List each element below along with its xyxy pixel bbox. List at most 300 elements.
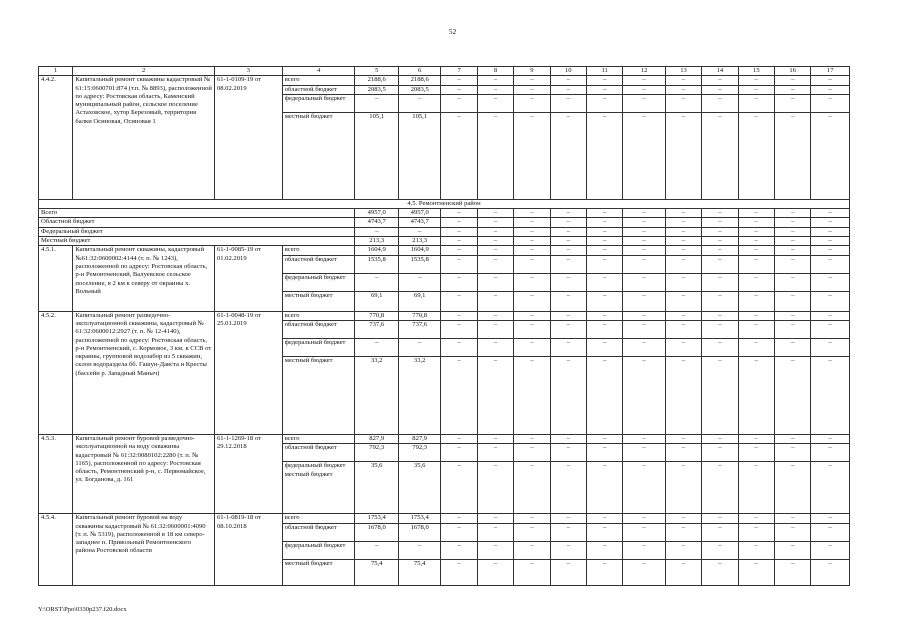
value-dash: – <box>702 523 738 541</box>
value-dash: – <box>514 227 550 236</box>
value-dash: – <box>738 246 774 255</box>
value-dash: – <box>477 85 513 94</box>
value-dash: – <box>586 356 622 434</box>
value-col5: 105,1 <box>355 112 398 199</box>
total-label: Федеральный бюджет <box>39 227 355 236</box>
value-dash: – <box>702 338 738 356</box>
value-dash: – <box>441 112 477 199</box>
value-dash: – <box>738 523 774 541</box>
value-dash: – <box>514 320 550 338</box>
value-dash: – <box>441 514 477 523</box>
column-number: 17 <box>811 67 850 76</box>
value-dash: – <box>665 356 701 434</box>
value-dash: – <box>702 85 738 94</box>
value-dash: – <box>514 434 550 443</box>
value-dash: – <box>775 444 811 462</box>
value-dash: – <box>623 434 665 443</box>
value-dash: – <box>441 320 477 338</box>
column-number: 4 <box>282 67 355 76</box>
funding-source: местный бюджет <box>282 559 355 585</box>
value-dash: – <box>550 291 586 311</box>
value-dash: – <box>665 462 701 514</box>
value-dash: – <box>586 311 622 320</box>
value-dash: – <box>811 523 850 541</box>
funding-source: всего <box>282 434 355 443</box>
table-row <box>39 311 850 320</box>
value-dash: – <box>811 320 850 338</box>
value-col6: 827,9 <box>398 434 440 443</box>
value-dash: – <box>702 514 738 523</box>
value-col6: 792,3 <box>398 444 440 462</box>
value-dash: – <box>514 112 550 199</box>
value-col6: 770,8 <box>398 311 440 320</box>
item-code: 61-1-0109-19 от 08.02.2019 <box>214 76 282 200</box>
funding-source: областной бюджет <box>282 523 355 541</box>
value-dash: – <box>702 112 738 199</box>
value-dash: – <box>623 273 665 291</box>
total-col5: 4743,7 <box>355 218 398 227</box>
value-dash: – <box>665 320 701 338</box>
value-dash: – <box>477 291 513 311</box>
value-dash: – <box>665 523 701 541</box>
value-dash: – <box>665 311 701 320</box>
funding-source: местный бюджет <box>282 112 355 199</box>
value-dash: – <box>702 444 738 462</box>
total-col5: – <box>355 227 398 236</box>
value-dash: – <box>665 541 701 559</box>
value-dash: – <box>775 291 811 311</box>
value-dash: – <box>665 255 701 273</box>
value-dash: – <box>738 237 774 246</box>
value-dash: – <box>811 434 850 443</box>
value-dash: – <box>441 273 477 291</box>
value-dash: – <box>586 291 622 311</box>
value-dash: – <box>441 85 477 94</box>
value-dash: – <box>477 94 513 112</box>
value-dash: – <box>811 255 850 273</box>
value-dash: – <box>702 356 738 434</box>
value-dash: – <box>665 291 701 311</box>
value-dash: – <box>623 523 665 541</box>
funding-source: всего <box>282 246 355 255</box>
value-dash: – <box>738 209 774 218</box>
value-dash: – <box>702 218 738 227</box>
value-dash: – <box>441 76 477 85</box>
value-dash: – <box>586 541 622 559</box>
value-dash: – <box>586 227 622 236</box>
value-dash: – <box>441 523 477 541</box>
value-dash: – <box>477 523 513 541</box>
value-col5: 1753,4 <box>355 514 398 523</box>
value-dash: – <box>665 76 701 85</box>
value-dash: – <box>775 76 811 85</box>
value-dash: – <box>477 76 513 85</box>
value-dash: – <box>441 218 477 227</box>
value-dash: – <box>775 237 811 246</box>
value-col6: 35,6 <box>398 462 440 514</box>
value-dash: – <box>586 246 622 255</box>
funding-source: всего <box>282 76 355 85</box>
page-number: 52 <box>448 27 457 36</box>
value-dash: – <box>550 338 586 356</box>
value-dash: – <box>623 320 665 338</box>
footer-path: Y:\ORST\Ppo\0330p237.f20.docx <box>38 606 127 613</box>
value-dash: – <box>586 462 622 514</box>
value-dash: – <box>623 541 665 559</box>
value-dash: – <box>738 291 774 311</box>
item-name: Капитальный ремонт буровой на воду скважины кадастровый № 61:32:0600001:4090 (т. п. № 5319), расположенной в 18 км северо-западнее п. Привольный Ремонтненского района Ростовской области <box>73 514 215 585</box>
value-dash: – <box>623 246 665 255</box>
value-dash: – <box>477 444 513 462</box>
value-dash: – <box>811 514 850 523</box>
value-dash: – <box>514 255 550 273</box>
total-col6: 213,3 <box>398 237 440 246</box>
value-dash: – <box>775 338 811 356</box>
value-dash: – <box>477 227 513 236</box>
value-dash: – <box>775 514 811 523</box>
value-dash: – <box>514 94 550 112</box>
value-dash: – <box>665 218 701 227</box>
value-dash: – <box>738 227 774 236</box>
value-col5: 1678,0 <box>355 523 398 541</box>
value-dash: – <box>623 291 665 311</box>
value-dash: – <box>738 462 774 514</box>
column-number: 7 <box>441 67 477 76</box>
value-dash: – <box>811 273 850 291</box>
value-dash: – <box>623 112 665 199</box>
value-dash: – <box>738 320 774 338</box>
value-dash: – <box>623 255 665 273</box>
value-dash: – <box>811 444 850 462</box>
total-col6: – <box>398 227 440 236</box>
total-label: Всего <box>39 209 355 218</box>
column-number: 3 <box>214 67 282 76</box>
value-dash: – <box>586 444 622 462</box>
value-dash: – <box>477 112 513 199</box>
value-dash: – <box>702 209 738 218</box>
value-dash: – <box>738 444 774 462</box>
value-col6: 1753,4 <box>398 514 440 523</box>
value-dash: – <box>514 76 550 85</box>
value-col5: 35,6 <box>355 462 398 514</box>
item-number: 4.5.2. <box>39 311 73 434</box>
value-dash: – <box>811 209 850 218</box>
total-row <box>39 227 850 236</box>
value-dash: – <box>514 444 550 462</box>
value-dash: – <box>441 237 477 246</box>
section-header-row <box>39 199 850 208</box>
value-dash: – <box>477 246 513 255</box>
value-dash: – <box>514 237 550 246</box>
value-dash: – <box>623 356 665 434</box>
value-dash: – <box>441 541 477 559</box>
funding-source: федеральный бюджет местный бюджет <box>282 462 355 514</box>
value-dash: – <box>775 218 811 227</box>
total-label: Областной бюджет <box>39 218 355 227</box>
value-dash: – <box>514 541 550 559</box>
value-dash: – <box>623 76 665 85</box>
value-col6: 69,1 <box>398 291 440 311</box>
funding-source: местный бюджет <box>282 356 355 434</box>
value-dash: – <box>811 356 850 434</box>
value-col5: – <box>355 541 398 559</box>
value-dash: – <box>514 311 550 320</box>
column-number: 9 <box>514 67 550 76</box>
value-dash: – <box>477 273 513 291</box>
value-dash: – <box>586 85 622 94</box>
value-dash: – <box>775 246 811 255</box>
value-dash: – <box>702 76 738 85</box>
value-dash: – <box>550 112 586 199</box>
value-col6: 1535,8 <box>398 255 440 273</box>
value-dash: – <box>477 514 513 523</box>
value-dash: – <box>775 273 811 291</box>
item-number: 4.5.3. <box>39 434 73 513</box>
value-dash: – <box>623 85 665 94</box>
value-dash: – <box>586 218 622 227</box>
value-dash: – <box>586 320 622 338</box>
value-dash: – <box>477 356 513 434</box>
value-dash: – <box>550 227 586 236</box>
value-dash: – <box>441 291 477 311</box>
value-dash: – <box>702 94 738 112</box>
value-dash: – <box>550 94 586 112</box>
value-dash: – <box>550 311 586 320</box>
budget-table <box>38 66 850 586</box>
funding-source: всего <box>282 514 355 523</box>
value-dash: – <box>738 218 774 227</box>
value-dash: – <box>775 94 811 112</box>
funding-source: местный бюджет <box>282 291 355 311</box>
value-dash: – <box>550 85 586 94</box>
value-col5: – <box>355 338 398 356</box>
item-name: Капитальный ремонт скважины кадастровый № 61:15:0600701:874 (т.п. № 8893), расположенной по адресу: Ростовская область, Каменский муниципальный район, сельское поселение Астаховское, хутор Березовый, территория балки Осиновая, Осиновая 1 <box>73 76 215 200</box>
value-dash: – <box>665 338 701 356</box>
value-dash: – <box>550 356 586 434</box>
value-dash: – <box>514 291 550 311</box>
total-col5: 4957,0 <box>355 209 398 218</box>
value-dash: – <box>665 434 701 443</box>
value-dash: – <box>550 273 586 291</box>
value-dash: – <box>550 462 586 514</box>
value-dash: – <box>623 209 665 218</box>
value-col6: 737,6 <box>398 320 440 338</box>
value-dash: – <box>477 320 513 338</box>
column-number: 11 <box>586 67 622 76</box>
value-dash: – <box>811 246 850 255</box>
value-dash: – <box>811 237 850 246</box>
column-number: 16 <box>775 67 811 76</box>
value-dash: – <box>514 514 550 523</box>
value-dash: – <box>623 444 665 462</box>
value-dash: – <box>702 273 738 291</box>
value-dash: – <box>811 94 850 112</box>
value-dash: – <box>514 218 550 227</box>
value-dash: – <box>586 559 622 585</box>
funding-source: областной бюджет <box>282 320 355 338</box>
value-dash: – <box>514 523 550 541</box>
value-dash: – <box>477 255 513 273</box>
column-number: 15 <box>738 67 774 76</box>
value-col6: 1678,0 <box>398 523 440 541</box>
value-col5: 75,4 <box>355 559 398 585</box>
value-dash: – <box>665 273 701 291</box>
value-col5: 827,9 <box>355 434 398 443</box>
value-dash: – <box>811 85 850 94</box>
value-dash: – <box>623 311 665 320</box>
value-dash: – <box>665 514 701 523</box>
value-dash: – <box>623 462 665 514</box>
value-dash: – <box>550 209 586 218</box>
value-dash: – <box>550 523 586 541</box>
value-dash: – <box>738 112 774 199</box>
value-dash: – <box>586 112 622 199</box>
value-dash: – <box>623 559 665 585</box>
value-dash: – <box>811 291 850 311</box>
value-dash: – <box>738 514 774 523</box>
value-dash: – <box>550 559 586 585</box>
column-number: 13 <box>665 67 701 76</box>
value-dash: – <box>441 311 477 320</box>
value-dash: – <box>702 541 738 559</box>
value-dash: – <box>811 76 850 85</box>
funding-source: федеральный бюджет <box>282 541 355 559</box>
value-dash: – <box>477 218 513 227</box>
value-col6: – <box>398 94 440 112</box>
value-dash: – <box>623 94 665 112</box>
value-col5: 2188,6 <box>355 76 398 85</box>
value-dash: – <box>550 246 586 255</box>
value-col6: – <box>398 541 440 559</box>
item-code: 61-1-0048-19 от 25.01.2019 <box>214 311 282 434</box>
value-dash: – <box>441 356 477 434</box>
value-dash: – <box>738 356 774 434</box>
funding-source: федеральный бюджет <box>282 94 355 112</box>
value-dash: – <box>775 85 811 94</box>
table-row <box>39 514 850 523</box>
value-dash: – <box>477 338 513 356</box>
value-dash: – <box>586 255 622 273</box>
value-dash: – <box>811 218 850 227</box>
value-dash: – <box>702 559 738 585</box>
value-dash: – <box>738 273 774 291</box>
total-col6: 4957,0 <box>398 209 440 218</box>
value-dash: – <box>477 209 513 218</box>
value-dash: – <box>738 541 774 559</box>
funding-source: областной бюджет <box>282 255 355 273</box>
value-dash: – <box>665 85 701 94</box>
value-dash: – <box>623 338 665 356</box>
value-dash: – <box>775 523 811 541</box>
value-dash: – <box>665 559 701 585</box>
value-col5: 737,6 <box>355 320 398 338</box>
total-row <box>39 237 850 246</box>
value-dash: – <box>550 255 586 273</box>
value-dash: – <box>550 444 586 462</box>
column-number: 1 <box>39 67 73 76</box>
value-col6: 105,1 <box>398 112 440 199</box>
value-dash: – <box>775 356 811 434</box>
value-dash: – <box>702 291 738 311</box>
item-name: Капитальный ремонт скважины, кадастровый №61:32:0600002:4144 (т. п. № 1243), расположенной по адресу: Ростовская область, р-н Ремонтненский, Валуевское сельское поселение, в 2 км к северу от окраины х. Вольный <box>73 246 215 311</box>
value-dash: – <box>775 227 811 236</box>
item-name: Капитальный ремонт буровой разведочно-эксплуатационной на воду скважины кадастровый № 61:32:0080102:2280 (т. п. № 1165), расположенной по адресу: Ростовская область, Ремонтненский р-н, с. Первомайское, ул. Богданова, д. 161 <box>73 434 215 513</box>
value-col5: – <box>355 94 398 112</box>
column-number: 2 <box>73 67 215 76</box>
value-dash: – <box>441 94 477 112</box>
value-dash: – <box>702 320 738 338</box>
value-dash: – <box>550 434 586 443</box>
value-dash: – <box>811 338 850 356</box>
value-col5: 2083,5 <box>355 85 398 94</box>
value-dash: – <box>665 112 701 199</box>
table-row <box>39 76 850 85</box>
value-dash: – <box>623 218 665 227</box>
funding-source: федеральный бюджет <box>282 338 355 356</box>
funding-source: областной бюджет <box>282 85 355 94</box>
value-col6: 33,2 <box>398 356 440 434</box>
total-label: Местный бюджет <box>39 237 355 246</box>
funding-source: всего <box>282 311 355 320</box>
table-row <box>39 246 850 255</box>
value-dash: – <box>586 338 622 356</box>
value-col6: 1604,9 <box>398 246 440 255</box>
value-dash: – <box>811 462 850 514</box>
item-code: 61-1-0085-19 от 01.02.2019 <box>214 246 282 311</box>
value-dash: – <box>477 462 513 514</box>
total-row <box>39 218 850 227</box>
value-dash: – <box>738 338 774 356</box>
value-dash: – <box>738 85 774 94</box>
value-dash: – <box>775 255 811 273</box>
value-dash: – <box>441 559 477 585</box>
value-dash: – <box>477 541 513 559</box>
value-dash: – <box>775 434 811 443</box>
value-dash: – <box>441 255 477 273</box>
column-number-row <box>39 67 850 76</box>
value-dash: – <box>441 209 477 218</box>
value-dash: – <box>477 311 513 320</box>
value-dash: – <box>738 76 774 85</box>
value-dash: – <box>586 514 622 523</box>
value-dash: – <box>702 311 738 320</box>
funding-source: федеральный бюджет <box>282 273 355 291</box>
value-dash: – <box>441 444 477 462</box>
value-dash: – <box>702 237 738 246</box>
value-dash: – <box>775 112 811 199</box>
value-dash: – <box>586 523 622 541</box>
value-dash: – <box>441 227 477 236</box>
value-col5: 69,1 <box>355 291 398 311</box>
value-col6: 2083,5 <box>398 85 440 94</box>
value-dash: – <box>811 227 850 236</box>
value-dash: – <box>550 514 586 523</box>
total-col6: 4743,7 <box>398 218 440 227</box>
value-dash: – <box>550 320 586 338</box>
value-dash: – <box>811 541 850 559</box>
table-row <box>39 434 850 443</box>
value-dash: – <box>477 237 513 246</box>
item-number: 4.5.1. <box>39 246 73 311</box>
item-number: 4.4.2. <box>39 76 73 200</box>
value-dash: – <box>738 434 774 443</box>
total-col5: 213,3 <box>355 237 398 246</box>
value-dash: – <box>441 338 477 356</box>
value-dash: – <box>441 434 477 443</box>
item-code: 61-1-0819-18 от 08.10.2018 <box>214 514 282 585</box>
column-number: 10 <box>550 67 586 76</box>
value-dash: – <box>702 227 738 236</box>
